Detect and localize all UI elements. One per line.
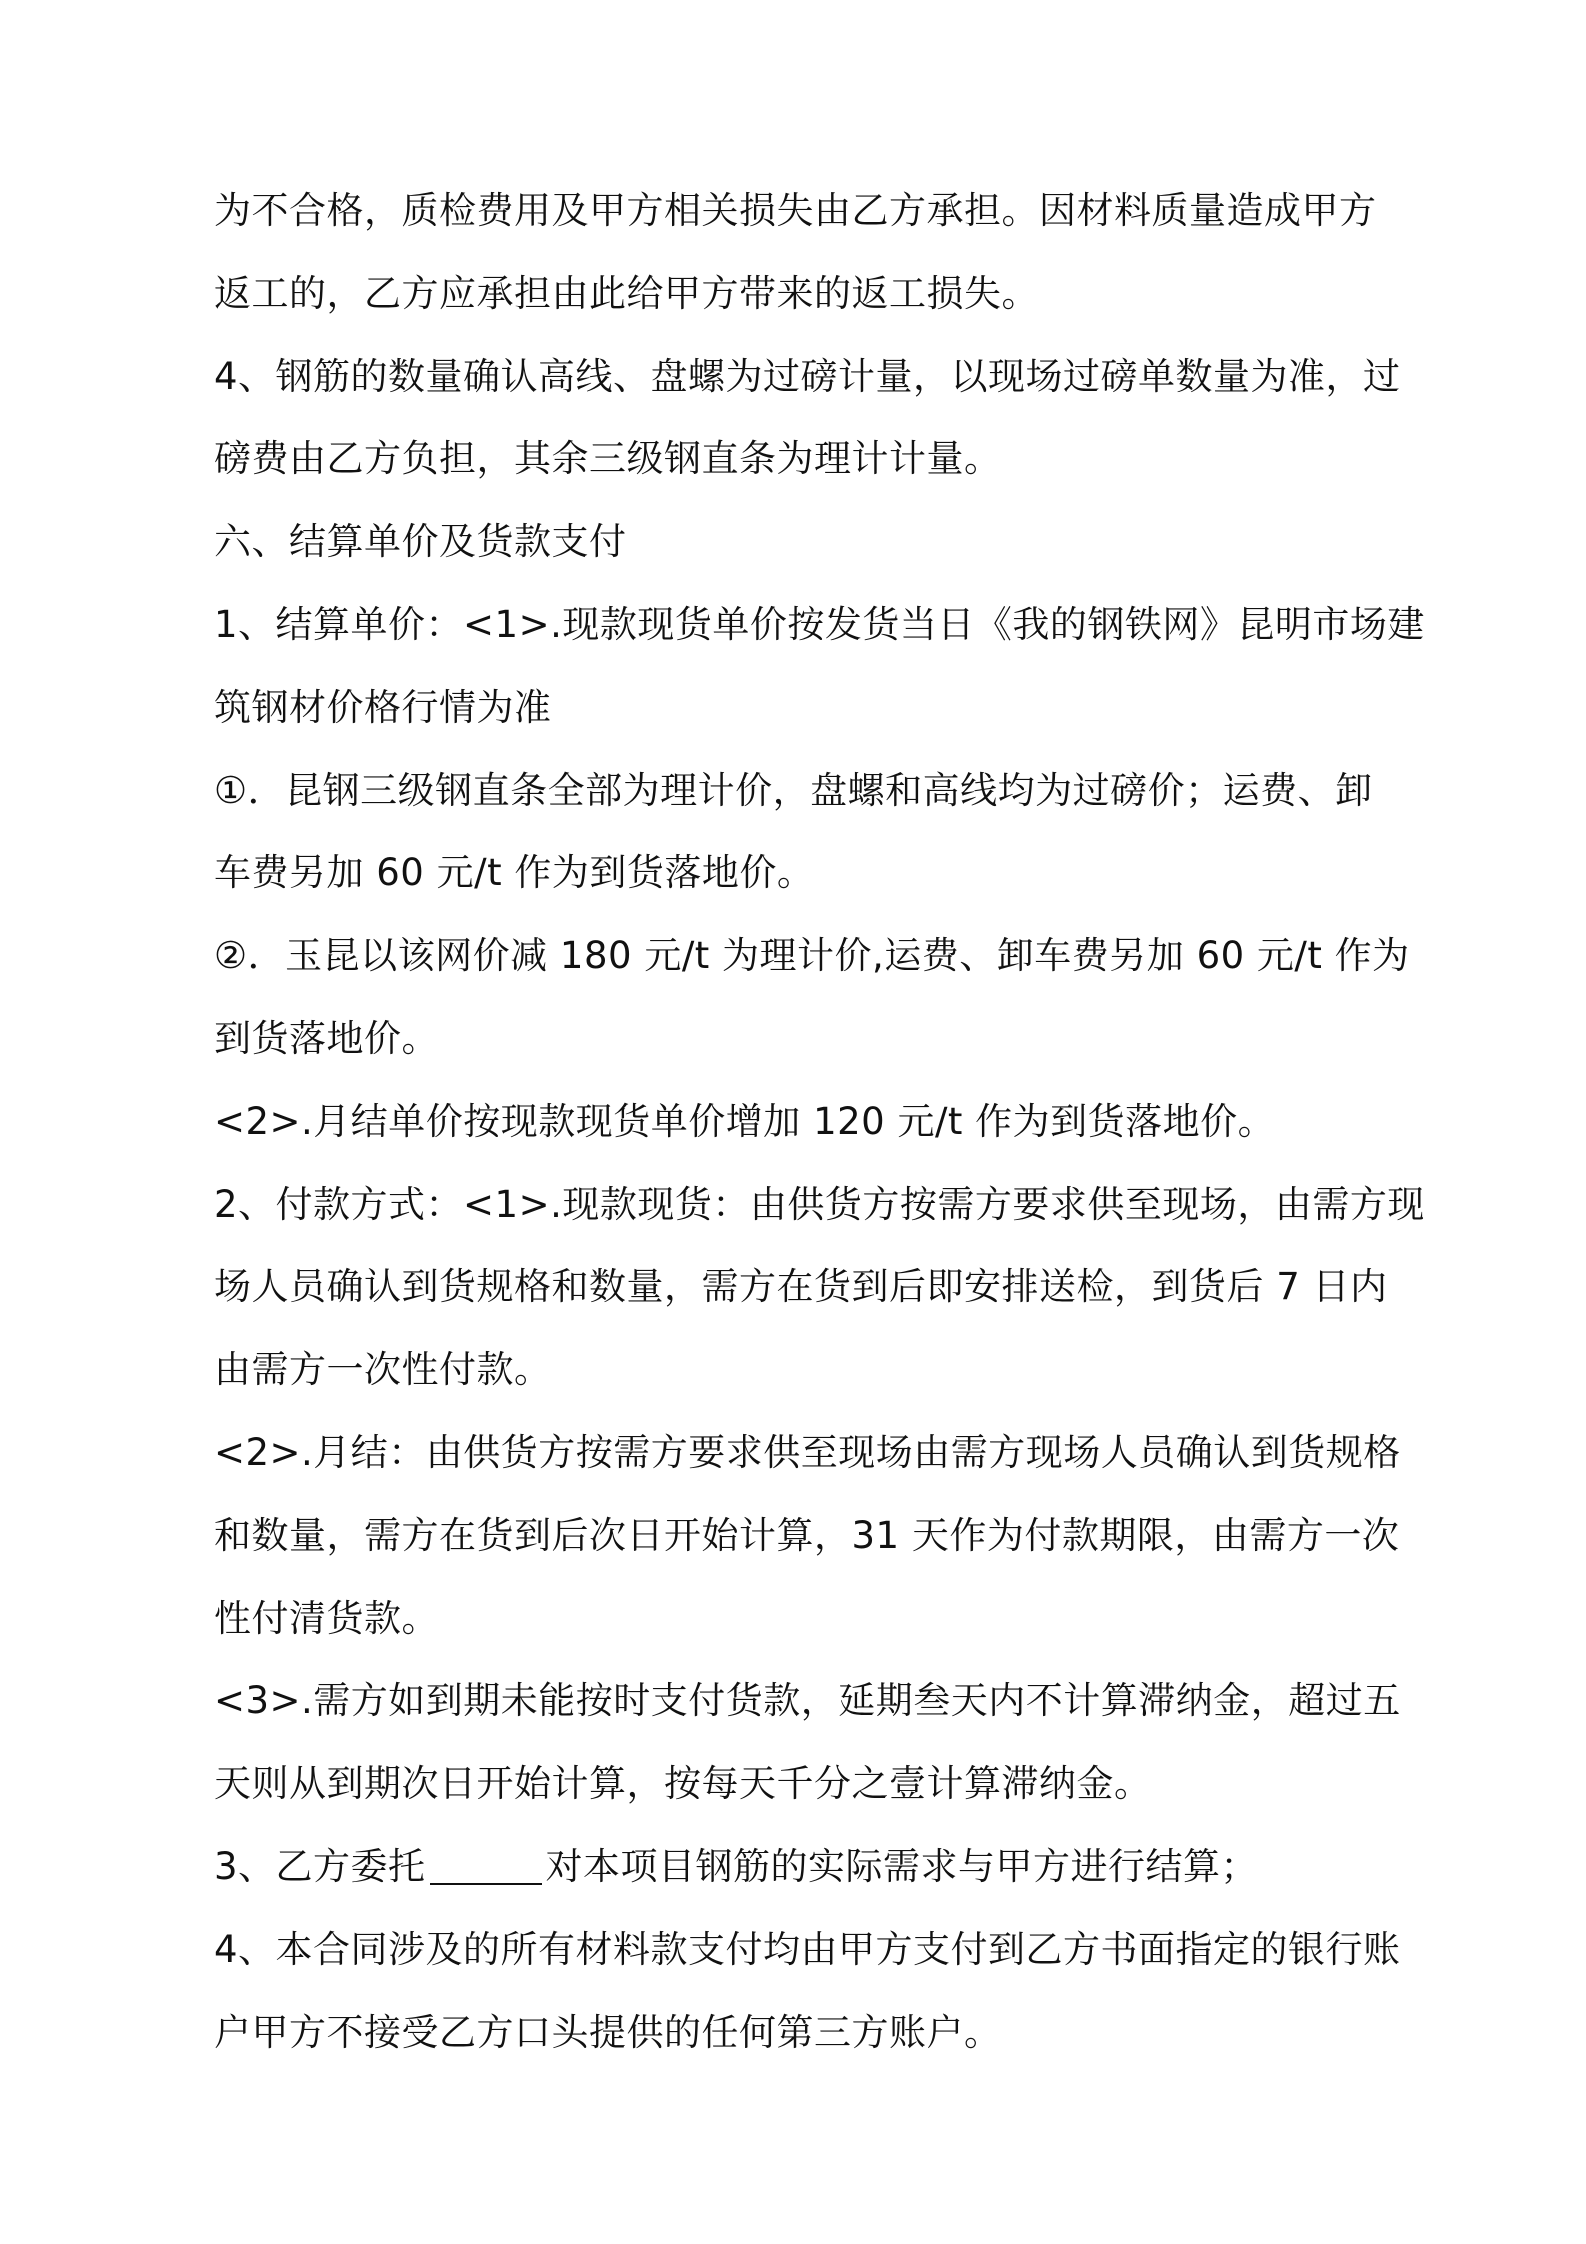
text-line: 为不合格，质检费用及甲方相关损失由乙方承担。因材料质量造成甲方 [214, 189, 1377, 232]
text-line: 车费另加 60 元/t 作为到货落地价。 [214, 851, 815, 895]
text-line: 性付清货款。 [214, 1596, 439, 1640]
text-line: ②．玉昆以该网价减 180 元/t 为理计价,运费、卸车费另加 60 元/t 作为 [214, 934, 1410, 978]
text-line: ①．昆钢三级钢直条全部为理计价，盘螺和高线均为过磅价；运费、卸 [214, 768, 1373, 812]
blank-line-prefix: 3、乙方委托 [214, 1844, 426, 1888]
text-line: 由需方一次性付款。 [214, 1348, 552, 1392]
text-line: <2>.月结单价按现款现货单价增加 120 元/t 作为到货落地价。 [214, 1099, 1276, 1143]
text-line: 和数量，需方在货到后次日开始计算，31 天作为付款期限，由需方一次 [214, 1513, 1400, 1557]
text-line: 户甲方不接受乙方口头提供的任何第三方账户。 [214, 2010, 1002, 2054]
text-line: 2、付款方式：<1>.现款现货：由供货方按需方要求供至现场，由需方现 [214, 1182, 1425, 1226]
blank-line-suffix: 对本项目钢筋的实际需求与甲方进行结算； [545, 1844, 1259, 1888]
text-line: 筑钢材价格行情为准 [214, 685, 552, 729]
document-body [214, 170, 1425, 2074]
text-line: 场人员确认到货规格和数量，需方在货到后即安排送检，到货后 7 日内 [214, 1265, 1388, 1309]
text-line-with-blank [214, 1826, 1384, 1909]
text-line: 到货落地价。 [214, 1016, 439, 1060]
text-line: <2>.月结：由供货方按需方要求供至现场由需方现场人员确认到货规格 [214, 1430, 1401, 1474]
text-line: 1、结算单价：<1>.现款现货单价按发货当日《我的钢铁网》昆明市场建 [214, 602, 1425, 646]
text-line: <3>.需方如到期未能按时支付货款，延期叁天内不计算滞纳金，超过五 [214, 1679, 1401, 1723]
text-line: 天则从到期次日开始计算，按每天千分之壹计算滞纳金。 [214, 1762, 1152, 1806]
text-line: 磅费由乙方负担，其余三级钢直条为理计计量。 [214, 437, 1002, 481]
text-line: 4、本合同涉及的所有材料款支付均由甲方支付到乙方书面指定的银行账 [214, 1927, 1401, 1971]
text-line: 4、钢筋的数量确认高线、盘螺为过磅计量，以现场过磅单数量为准，过 [214, 354, 1401, 398]
text-line: 返工的，乙方应承担由此给甲方带来的返工损失。 [214, 271, 1039, 315]
fill-in-blank [430, 1882, 542, 1885]
section-heading: 六、结算单价及货款支付 [214, 520, 627, 564]
